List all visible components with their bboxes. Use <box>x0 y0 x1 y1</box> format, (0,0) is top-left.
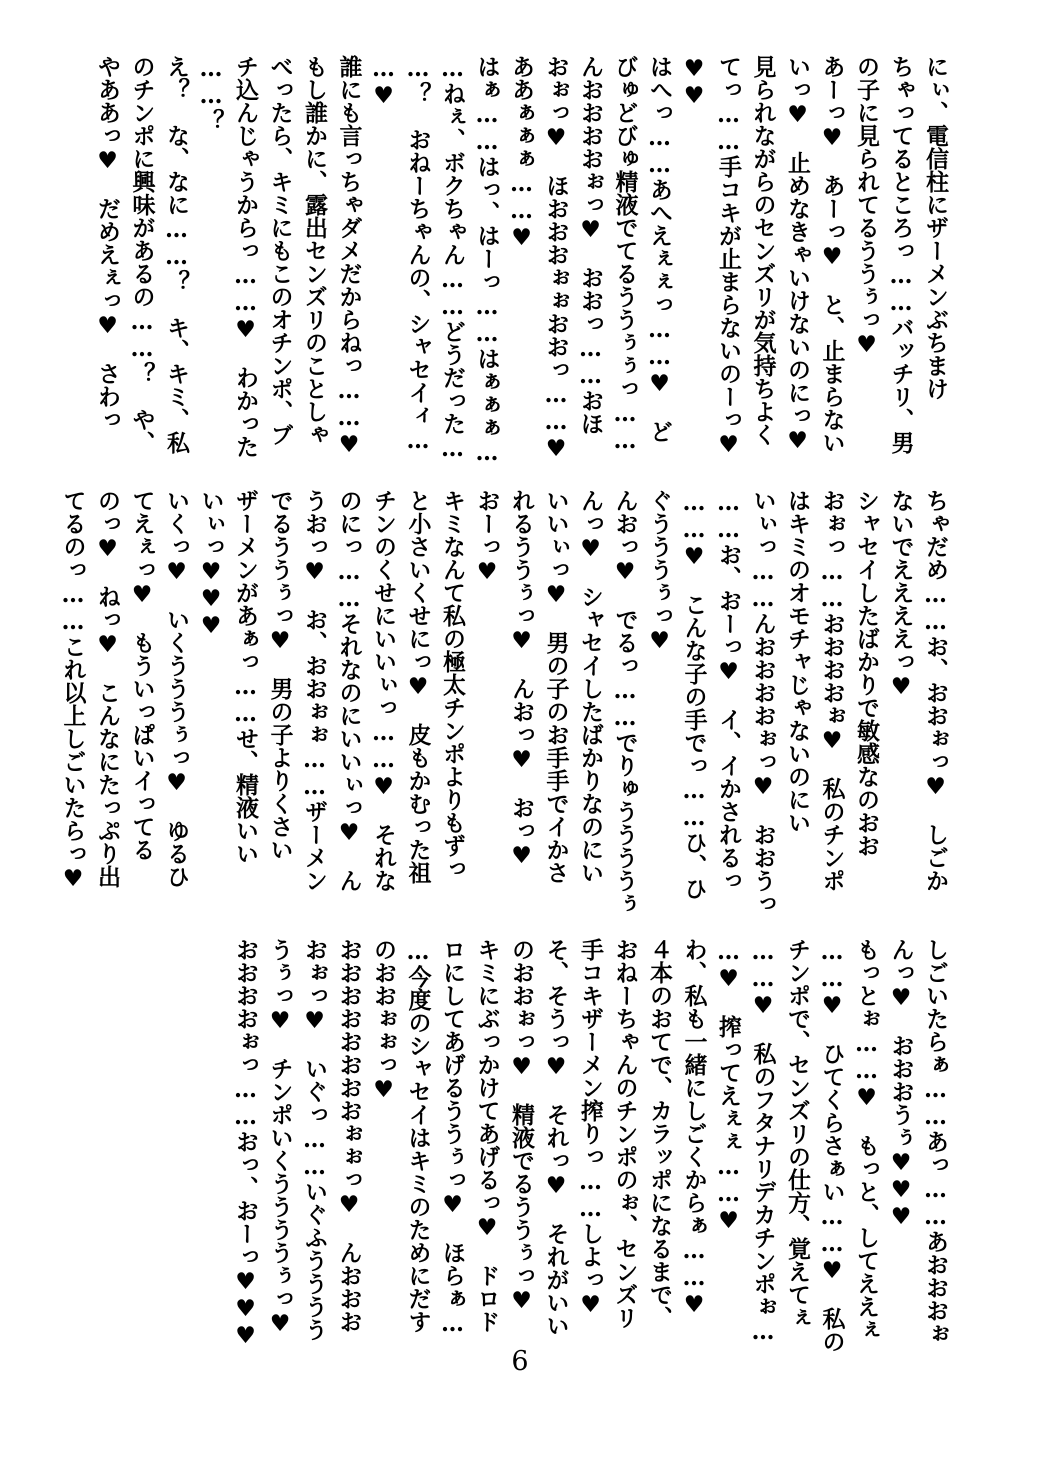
text-column: おぉっ……おおおおぉ♥ 私のチンポ <box>818 489 846 892</box>
text-column: やああっ♥ だめえぇっ♥ さわっ <box>94 55 121 431</box>
text-column: ……？ <box>197 55 225 132</box>
text-column: びゅどびゅ精液でてるううぅぅっ…… <box>611 55 639 454</box>
text-column: てえぇっ♥ もういっぱいイってる <box>128 489 156 861</box>
text-column: チ込んじゃうからっ……♥ わかった <box>232 55 259 458</box>
text-column: いっ♥ 止めなきゃいけないのにっ♥ <box>784 55 811 454</box>
text-column: ロにしてあげるううぅっ♥ ほらぁ… <box>439 938 466 1337</box>
text-column: キミなんて私の極太チンポよりもずっ <box>439 489 466 880</box>
text-block-top <box>90 55 953 466</box>
text-column: あーっ♥ あーっ♥ と、止まらない <box>818 55 846 454</box>
text-column: …今度のシャセイはキミのためにだす <box>404 938 432 1333</box>
text-block-middle <box>55 489 952 915</box>
text-column: ああぁぁぁ……♥ <box>508 55 535 251</box>
text-column: ……♥ ひてくらさぁい……♥ 私の <box>818 938 846 1353</box>
text-column: んっ♥ シャセイしたばかりなのにい <box>577 489 604 884</box>
text-column: ザーメンがあぁっ……せ、精液いい <box>232 489 259 865</box>
text-column: れるううぅっ♥ んおっ♥ おっ♥ <box>508 489 535 869</box>
text-column: うぅっ♥ チンポいくううううぅっ♥ <box>266 938 294 1337</box>
text-column: のチンポに興味があるの……？ や、 <box>128 55 156 454</box>
text-column: のおおぉぉっ♥ <box>370 938 397 1103</box>
text-column: キミにぶっかけてあげるっ♥ ドロド <box>473 938 501 1333</box>
text-column: ♥♥ <box>680 55 708 109</box>
text-column: いいぃっ♥ 男の子のお手手でイかさ <box>542 489 570 884</box>
text-column: んおおおおぉっ♥ おおっ……おほ <box>577 55 604 435</box>
text-column: ちゃってるところっ……バッチリ、男 <box>887 55 915 454</box>
text-column: ないでええええっ♥ <box>887 489 915 700</box>
text-column: チンポで、センズリの仕方、覚えてぇ <box>784 938 811 1329</box>
text-column: てっ……手コキが止まらないのーっ♥ <box>715 55 742 458</box>
text-column: …ねぇ、ボクちゃん……どうだった… <box>439 55 466 462</box>
text-column: …♥ 搾ってえぇぇ……♥ <box>715 938 742 1234</box>
text-column: でるううぅっ♥ 男の子よりくさい <box>266 489 294 861</box>
text-column: わ、私も一緒にしごくからぁ……♥ <box>680 938 708 1318</box>
text-column: 見られながらのセンズリが気持ちよく <box>749 55 777 446</box>
text-column: 誰にも言っちゃダメだからねっ……♥ <box>335 55 363 458</box>
text-column: シャセイしたばかりで敏感なのおお <box>853 489 880 857</box>
text-column: …♥ <box>370 55 397 109</box>
text-column: ちゃだめ……お、おおぉっ♥ しごか <box>922 489 949 892</box>
text-column: べったら、キミにもこのオチンポ、ブ <box>266 55 294 446</box>
text-column: え？ な、なに……？ キ、キミ、私 <box>163 55 190 454</box>
text-column: おーっ♥ <box>473 489 501 585</box>
text-column: のっ♥ ねっ♥ こんなにたっぷり出 <box>94 489 121 888</box>
text-column: ……お、おーっ♥ イ、イかされるっ <box>715 489 742 892</box>
text-column: いぃっ♥♥♥ <box>197 489 225 639</box>
text-column: うおっ♥ お、おおぉぉ……ザーメン <box>301 489 328 892</box>
text-column: ぐうううぅっ♥ <box>646 489 673 654</box>
text-column: ……♥ こんな子の手でっ……ひ、ひ <box>680 489 708 900</box>
text-column: おぉっ♥ ほおおおぉぉおおっ……♥ <box>542 55 570 462</box>
text-column: もし誰かに、露出センズリのことしゃ <box>301 55 328 446</box>
page-number: 6 <box>511 1346 529 1377</box>
text-column: おおおおぉっ……おっ、おーっ♥♥♥ <box>232 938 259 1349</box>
text-column: はへっ……あへえぇぇっ……♥ ど <box>646 55 673 443</box>
text-column: はぁ……はっ、はーっ……はぁぁぁ… <box>473 55 501 466</box>
text-column: おねーちゃんのチンポのぉ、センズリ <box>611 938 639 1329</box>
text-column: と小さいくせにっ♥ 皮もかむった祖 <box>404 489 432 884</box>
text-column: はキミのオモチャじゃないのにい <box>784 489 811 834</box>
text-column: んおっ♥ でるっ……でりゅううううぅ <box>611 489 639 915</box>
text-column: そ、そうっ♥ それっ♥ それがいい <box>542 938 570 1337</box>
text-column: 手コキザーメン搾りっ……しよっ♥ <box>577 938 604 1318</box>
text-column: チンのくせにいいぃっ……♥ それな <box>370 489 397 892</box>
text-block-bottom <box>228 938 953 1353</box>
text-column: もっとぉ……♥ もっと、してええぇ <box>853 938 880 1341</box>
text-column: ４本のおてで、カラッポになるまで、 <box>646 938 673 1329</box>
text-column: ……♥ 私のフタナリデカチンポぉ… <box>749 938 777 1345</box>
text-column: いくっ♥ いくうううぅっ♥ ゆるひ <box>163 489 190 888</box>
text-column: の子に見られてるううぅっ♥ <box>853 55 880 358</box>
text-column: にぃ、電信柱にザーメンぶちまけ <box>922 55 949 400</box>
text-column: おぉっ♥ いぐっ……いぐふうううう <box>301 938 328 1341</box>
text-column: …？ おねーちゃんの、シャセイィ… <box>404 55 432 454</box>
text-column: のにっ……それなのにいいぃっ♥ ん <box>335 489 363 892</box>
text-column: てるのっ……これ以上しごいたらっ♥ <box>59 489 87 892</box>
text-column: んっ♥ おおおうぅ♥♥♥ <box>887 938 915 1230</box>
text-column: しごいたらぁ……あっ……あおおおぉ <box>922 938 949 1345</box>
text-column: おおおおおおおおぉぉっ♥ んおおお <box>335 938 363 1333</box>
text-column: のおおぉっ♥ 精液でるううぅっ♥ <box>508 938 535 1314</box>
text-column: いぃっ……んおおおおぉっ♥ おおうっ <box>749 489 777 915</box>
